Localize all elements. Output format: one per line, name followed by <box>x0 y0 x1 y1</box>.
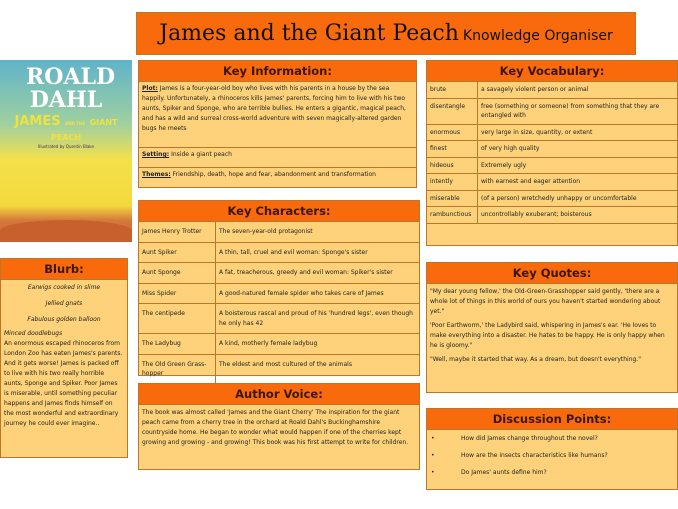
blurb-line: Fabulous golden balloon <box>27 316 101 323</box>
character-row <box>139 263 419 284</box>
character-name: James Henry Trotter <box>139 222 216 242</box>
vocab-def: Extremely ugly <box>478 157 678 174</box>
vocabulary-table <box>427 82 677 224</box>
list-item <box>427 447 677 464</box>
character-name: The Ladybug <box>139 334 216 355</box>
character-row <box>139 283 419 304</box>
blurb-lead: Minced doodlebugs <box>4 330 63 337</box>
plot-label: Plot: <box>142 85 158 92</box>
discussion-points-panel <box>426 408 678 490</box>
key-vocabulary-panel <box>426 60 678 246</box>
vocab-word: rambunctious <box>427 207 478 224</box>
setting-label: Setting: <box>142 151 170 158</box>
discussion-point: How are the insects characteristics like humans? <box>461 452 608 459</box>
vocab-word: hideous <box>427 157 478 174</box>
bullet-icon: • <box>431 469 435 476</box>
discussion-point: Do James' aunts define him? <box>461 469 547 476</box>
blurb-line: Jellied gnats <box>45 300 83 307</box>
vocab-def: uncontrollably exuberant; boisterous <box>478 207 678 224</box>
discussion-list <box>427 430 677 481</box>
vocab-def: very large in size, quantity, or extent <box>478 124 678 141</box>
cover-title-a: JAMES <box>14 114 61 129</box>
character-desc: A boisterous rascal and proud of his 'hundred legs', even though he only has 42 <box>216 304 420 334</box>
author-voice-heading: Author Voice: <box>139 384 419 405</box>
vocab-row <box>427 174 677 191</box>
character-name: Aunt Sponge <box>139 263 216 284</box>
character-desc: The eldest and most cultured of the animals <box>216 354 420 384</box>
character-name: Miss Spider <box>139 283 216 304</box>
vocab-row <box>427 82 677 98</box>
setting-text: Inside a giant peach <box>171 151 232 158</box>
cover-illustration <box>0 220 132 242</box>
blurb-panel <box>0 258 128 458</box>
blurb-line: Earwigs cooked in slime <box>27 284 101 291</box>
vocab-def: free (something or someone) from something that they are entangled with <box>478 98 678 124</box>
book-cover <box>0 60 132 242</box>
vocab-def: a savagely violent person or animal <box>478 82 678 98</box>
character-row <box>139 334 419 355</box>
list-item <box>427 464 677 481</box>
character-desc: A thin, tall, cruel and evil woman: Sponge's sister <box>216 242 420 263</box>
vocab-row <box>427 157 677 174</box>
characters-table <box>139 222 419 385</box>
list-item <box>427 430 677 447</box>
vocab-row <box>427 207 677 224</box>
page-title <box>136 12 636 55</box>
cover-title-b: AND THE <box>65 121 86 126</box>
key-information-panel <box>138 60 417 188</box>
character-row <box>139 242 419 263</box>
quote: 'Poor Earthworm,' the Ladybird said, whispering in James's ear. 'He loves to make everything into a disaster. He hates to be happy. He is only happy when he is gloomy." <box>430 322 665 349</box>
quote: "My dear young fellow,' the Old-Green-Grasshopper said gently, 'there are a whole lot of things in this world of ours you haven't started wondering about yet." <box>430 288 661 315</box>
vocab-row <box>427 190 677 207</box>
character-row <box>139 354 419 384</box>
vocab-def: (of a person) wretchedly unhappy or uncomfortable <box>478 190 678 207</box>
plot-text: James is a four-year-old boy who lives with his parents in a house by the sea happily. Unfortunately, a rhinoceros kills James' parents, forcing him to live with his two aunts, Spiker and Sponge, who are terrible bullies. He enters a gigantic, magical peach, and has a wild and surreal cross-world adventure with seven magically-altered garden bugs he meets <box>142 85 406 132</box>
character-desc: The seven-year-old protagonist <box>216 222 420 242</box>
vocab-row <box>427 98 677 124</box>
vocab-def: with earnest and eager attention <box>478 174 678 191</box>
vocab-def: of very high quality <box>478 141 678 158</box>
key-vocabulary-heading: Key Vocabulary: <box>427 61 677 82</box>
author-voice-text: The book was almost called 'James and the Giant Cherry' The inspiration for the giant peach came from a cherry tree in the orchard at Roald Dahl's Buckinghamshire countryside home. He began to wonder what would happen if one of the cherries kept growing and growing - and growing! This book was his first attempt to write for children. <box>142 409 409 446</box>
themes-text: Friendship, death, hope and fear, abandonment and transformation <box>172 171 376 178</box>
key-characters-panel <box>138 200 420 376</box>
vocab-row <box>427 124 677 141</box>
key-quotes-panel <box>426 262 678 393</box>
themes-label: Themes: <box>142 171 171 178</box>
vocab-word: finest <box>427 141 478 158</box>
title-main: James and the Giant Peach <box>159 21 459 46</box>
vocab-word: brute <box>427 82 478 98</box>
key-information-heading: Key Information: <box>139 61 416 82</box>
vocab-word: enormous <box>427 124 478 141</box>
vocab-row <box>427 141 677 158</box>
key-characters-heading: Key Characters: <box>139 201 419 222</box>
cover-illustrator: Illustrated by Quentin Blake <box>38 144 94 149</box>
title-sub: Knowledge Organiser <box>462 28 613 44</box>
cover-title-c: GIANT PEACH <box>50 118 118 142</box>
character-name: The centipede <box>139 304 216 334</box>
discussion-point: How did James change throughout the novel? <box>461 435 598 442</box>
key-quotes-heading: Key Quotes: <box>427 263 677 284</box>
vocab-word: miserable <box>427 190 478 207</box>
character-row <box>139 304 419 334</box>
quote: "Well, maybe it started that way. As a dream, but doesn't everything." <box>430 356 641 363</box>
bullet-icon: • <box>431 452 435 459</box>
character-desc: A kind, motherly female ladybug <box>216 334 420 355</box>
character-desc: A good-natured female spider who takes care of James <box>216 283 420 304</box>
character-name: The Old Green Grass-hopper <box>139 354 216 384</box>
character-name: Aunt Spiker <box>139 242 216 263</box>
blurb-heading: Blurb: <box>1 259 127 280</box>
vocab-word: disentangle <box>427 98 478 124</box>
discussion-points-heading: Discussion Points: <box>427 409 677 430</box>
vocab-word: intently <box>427 174 478 191</box>
blurb-text: An enormous escaped rhinoceros from London Zoo has eaten James's parents. And it gets worse! James is packed off to live with his two really horrible aunts, Sponge and Spiker. Poor James is miserable, until something peculiar happens and James finds himself on the most wonderful and extraordinary journey he could ever imagine.. <box>4 340 123 427</box>
character-desc: A fat, treacherous, greedy and evil woman: Spiker's sister <box>216 263 420 284</box>
bullet-icon: • <box>431 435 435 442</box>
author-voice-panel <box>138 383 420 470</box>
character-row <box>139 222 419 242</box>
cover-author: ROALD DAHL <box>26 64 116 113</box>
